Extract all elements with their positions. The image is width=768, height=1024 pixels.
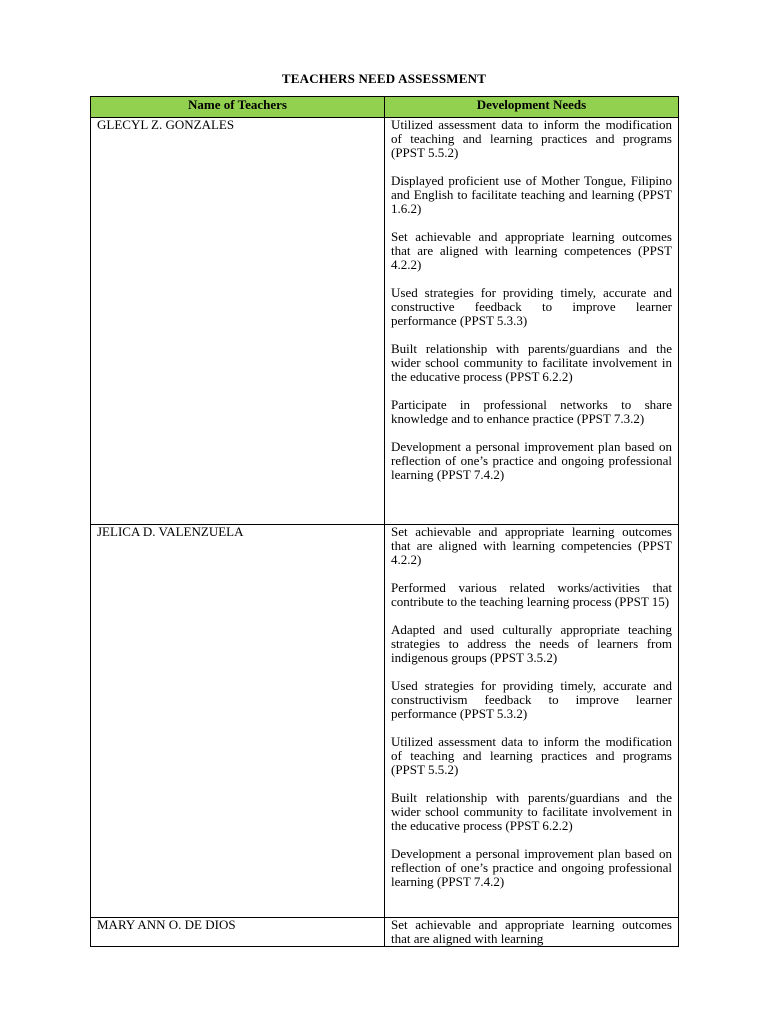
needs-assessment-table xyxy=(90,96,679,947)
development-need: Participate in professional networks to share knowledge and to enhance practice (PPST 7.3.2) xyxy=(391,397,672,426)
teacher-name: MARY ANN O. DE DIOS xyxy=(91,918,385,947)
development-needs-cell xyxy=(385,918,679,947)
development-need: Built relationship with parents/guardians and the wider school community to facilitate involvement in the educative process (PPST 6.2.2) xyxy=(391,790,672,833)
development-need: Development a personal improvement plan based on reflection of one’s practice and ongoing professional learning (PPST 7.4.2) xyxy=(391,439,672,482)
development-need: Displayed proficient use of Mother Tongue, Filipino and English to facilitate teaching and learning (PPST 1.6.2) xyxy=(391,173,672,216)
development-need: Adapted and used culturally appropriate teaching strategies to address the needs of learners from indigenous groups (PPST 3.5.2) xyxy=(391,622,672,665)
column-header-name: Name of Teachers xyxy=(91,97,385,118)
development-need: Utilized assessment data to inform the modification of teaching and learning practices and programs (PPST 5.5.2) xyxy=(391,117,672,160)
development-need: Development a personal improvement plan based on reflection of one’s practice and ongoing professional learning (PPST 7.4.2) xyxy=(391,846,672,889)
development-needs-cell xyxy=(385,525,679,918)
table-row xyxy=(91,118,679,525)
column-header-needs: Development Needs xyxy=(385,97,679,118)
table-header-row xyxy=(91,97,679,118)
table-row xyxy=(91,525,679,918)
development-need: Utilized assessment data to inform the modification of teaching and learning practices and programs (PPST 5.5.2) xyxy=(391,734,672,777)
teacher-name: GLECYL Z. GONZALES xyxy=(91,118,385,525)
development-need: Set achievable and appropriate learning outcomes that are aligned with learning xyxy=(391,917,672,946)
development-need: Built relationship with parents/guardians and the wider school community to facilitate involvement in the educative process (PPST 6.2.2) xyxy=(391,341,672,384)
teacher-name: JELICA D. VALENZUELA xyxy=(91,525,385,918)
development-need: Set achievable and appropriate learning outcomes that are aligned with learning competences (PPST 4.2.2) xyxy=(391,229,672,272)
table-row xyxy=(91,918,679,947)
development-need: Set achievable and appropriate learning outcomes that are aligned with learning competencies (PPST 4.2.2) xyxy=(391,524,672,567)
development-need: Used strategies for providing timely, accurate and constructivism feedback to improve learner performance (PPST 5.3.2) xyxy=(391,678,672,721)
development-need: Used strategies for providing timely, accurate and constructive feedback to improve learner performance (PPST 5.3.3) xyxy=(391,285,672,328)
development-needs-cell xyxy=(385,118,679,525)
page-title: TEACHERS NEED ASSESSMENT xyxy=(281,71,487,86)
development-need: Performed various related works/activities that contribute to the teaching learning process (PPST 15) xyxy=(391,580,672,609)
